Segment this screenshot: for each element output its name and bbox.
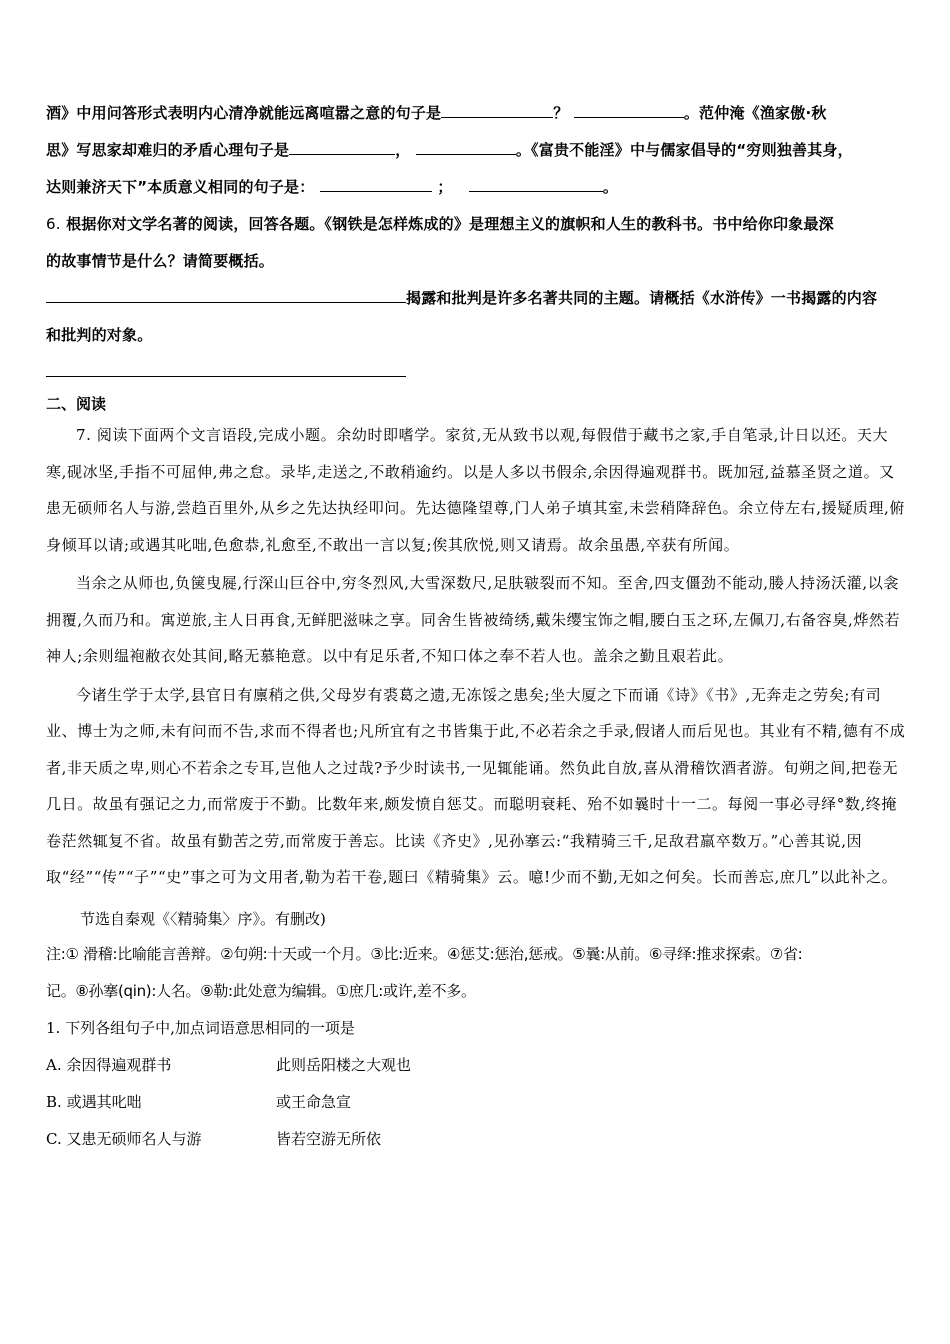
passage-text: 阅读下面两个文言语段,完成小题。余幼时即嗜学。家贫,无从致书以观,每假借于藏书之家,手自笔录,计日以还。天大寒,砚冰坚,手指不可屈伸,弗之怠。录毕,走送之,不敢稍逾约。以是人多以书假余,余因得遍观群书。既加冠,益慕圣贤之道。又患无硕师名人与游,尝趋百里外,从乡之先达执经叩问。先达德隆望尊,门人弟子填其室,未尝稍降辞色。余立侍左右,援疑质理,俯身倾耳以请;或遇其叱咄,色愈恭,礼愈至,不敢出一言以复;俟其欣悦,则又请焉。故余虽愚,卒获有所闻。 bbox=[46, 426, 906, 554]
passage-notes bbox=[46, 936, 908, 1010]
option-c[interactable] bbox=[46, 1121, 908, 1158]
option-right-text: 皆若空游无所依 bbox=[276, 1129, 382, 1148]
answer-blank[interactable] bbox=[416, 140, 516, 155]
option-right-text: 此则岳阳楼之大观也 bbox=[276, 1055, 412, 1074]
option-b[interactable] bbox=[46, 1084, 908, 1121]
q5-text: 。《富贵不能淫》中与儒家倡导的“穷则独善其身， bbox=[515, 141, 853, 159]
q5-text: 酒》中用问答形式表明内心清净就能远离喧嚣之意的句子是 bbox=[46, 104, 442, 122]
q5-text: 。 bbox=[602, 178, 619, 196]
q5-text: 。范仲淹《渔家傲·秋 bbox=[683, 104, 827, 122]
q5-text: ； bbox=[437, 178, 453, 196]
option-a[interactable] bbox=[46, 1047, 908, 1084]
answer-blank[interactable] bbox=[46, 362, 406, 377]
q5-text: 达则兼济天下”本质意义相同的句子是： bbox=[46, 178, 315, 196]
option-left-text: 又患无硕师名人与游 bbox=[66, 1129, 202, 1148]
q6-line-3 bbox=[46, 280, 908, 317]
question-stem: 1. 下列各组句子中,加点词语意思相同的一项是 bbox=[46, 1018, 355, 1037]
q5-line-1 bbox=[46, 95, 908, 132]
section-heading: 二、阅读 bbox=[46, 395, 107, 413]
question-6 bbox=[46, 206, 908, 391]
question-number: 6. bbox=[46, 215, 61, 233]
passage-paragraph-3: 今诸生学于太学,县官日有廪稍之供,父母岁有裘葛之遗,无冻馁之患矣;坐大厦之下而诵《诗》《书》,无奔走之劳矣;有司业、博士为之师,未有问而不告,求而不得者也;凡所宜有之书皆集于此,不必若余之手录,假诸人而后见也。其业有不精,德有不成者,非天质之卑,则心不若余之专耳,岂他人之过哉?予少时读书,一见辄能诵。然负此自放,喜从滑稽饮酒者游。旬朔之间,把卷无几日。故虽有强记之力,而常废于不勤。比数年来,颇发愤自惩艾。而聪明衰耗、殆不如曩时十一二。每阅一事必寻绎°数,终掩卷茫然辄复不省。故虽有勤苦之劳,而常废于善忘。比读《齐史》,见孙搴云:“我精骑三千,足敌君羸卒数万。”心善其说,因取“经”“传”“子”“史”事之可为文用者,勒为若干卷,题曰《精骑集》云。噫!少而不勤,无如之何矣。长而善忘,庶几”以此补之。 bbox=[46, 685, 906, 886]
q6-prompt-2: 揭露和批判是许多名著共同的主题。请概括《水浒传》一书揭露的内容 bbox=[406, 289, 878, 307]
q5-text: ？ bbox=[553, 104, 569, 122]
answer-blank[interactable] bbox=[469, 177, 603, 192]
multiple-choice-question bbox=[46, 1010, 908, 1158]
answer-blank[interactable] bbox=[441, 103, 553, 118]
passage-paragraph-2: 当余之从师也,负箧曳屣,行深山巨谷中,穷冬烈风,大雪深数尺,足肤皲裂而不知。至舍,四支僵劲不能动,媵人持汤沃灌,以衾拥覆,久而乃和。寓逆旅,主人日再食,无鲜肥滋味之享。同舍生皆被绮绣,戴朱缨宝饰之帽,腰白玉之环,左佩刀,右备容臭,烨然若神人;余则缊袍敝衣处其间,略无慕艳意。以中有足乐者,不知口体之奉不若人也。盖余之勤且艰若此。 bbox=[46, 574, 901, 665]
passage-paragraph-1 bbox=[46, 417, 908, 563]
passage-source: 节选自秦观《〈精骑集〉序》。有删改) bbox=[80, 909, 326, 928]
answer-blank[interactable] bbox=[289, 140, 395, 155]
q5-line-2 bbox=[46, 132, 908, 169]
option-left-text: 或遇其叱咄 bbox=[66, 1092, 142, 1111]
q6-prompt: 根据你对文学名著的阅读，回答各题。《钢铁是怎样炼成的》是理想主义的旗帜和人生的教科书。书中给你印象最深 bbox=[66, 215, 834, 233]
notes-line: 注:① 滑稽:比喻能言善辩。②句朔:十天或一个月。③比:近来。④惩艾:惩治,惩戒。⑤曩:从前。⑥寻绎:推求探索。⑦省: bbox=[46, 944, 803, 963]
question-7-passage bbox=[46, 417, 908, 896]
q5-fill-blanks bbox=[46, 95, 908, 206]
option-label: A. bbox=[46, 1055, 62, 1074]
q6-answer-line bbox=[46, 354, 908, 391]
q5-text: ， bbox=[395, 141, 411, 159]
answer-blank[interactable] bbox=[574, 103, 684, 118]
document-page bbox=[46, 95, 908, 1158]
q6-prompt-2-cont: 和批判的对象。 bbox=[46, 326, 153, 344]
option-label: B. bbox=[46, 1092, 62, 1111]
option-right-text: 或王命急宣 bbox=[276, 1092, 352, 1111]
answer-blank[interactable] bbox=[46, 288, 406, 303]
q6-prompt-cont: 的故事情节是什么？请简要概括。 bbox=[46, 252, 275, 270]
option-label: C. bbox=[46, 1129, 62, 1148]
question-number: 7. bbox=[76, 426, 92, 444]
q6-line-1 bbox=[46, 206, 908, 243]
q5-line-3 bbox=[46, 169, 908, 206]
option-left-text: 余因得遍观群书 bbox=[66, 1055, 172, 1074]
answer-blank[interactable] bbox=[320, 177, 432, 192]
q5-text: 思》写思家却难归的矛盾心理句子是 bbox=[46, 141, 290, 159]
notes-line: 记。⑧孙搴(qin):人名。⑨勒:此处意为编辑。①庶几:或许,差不多。 bbox=[46, 981, 476, 1000]
